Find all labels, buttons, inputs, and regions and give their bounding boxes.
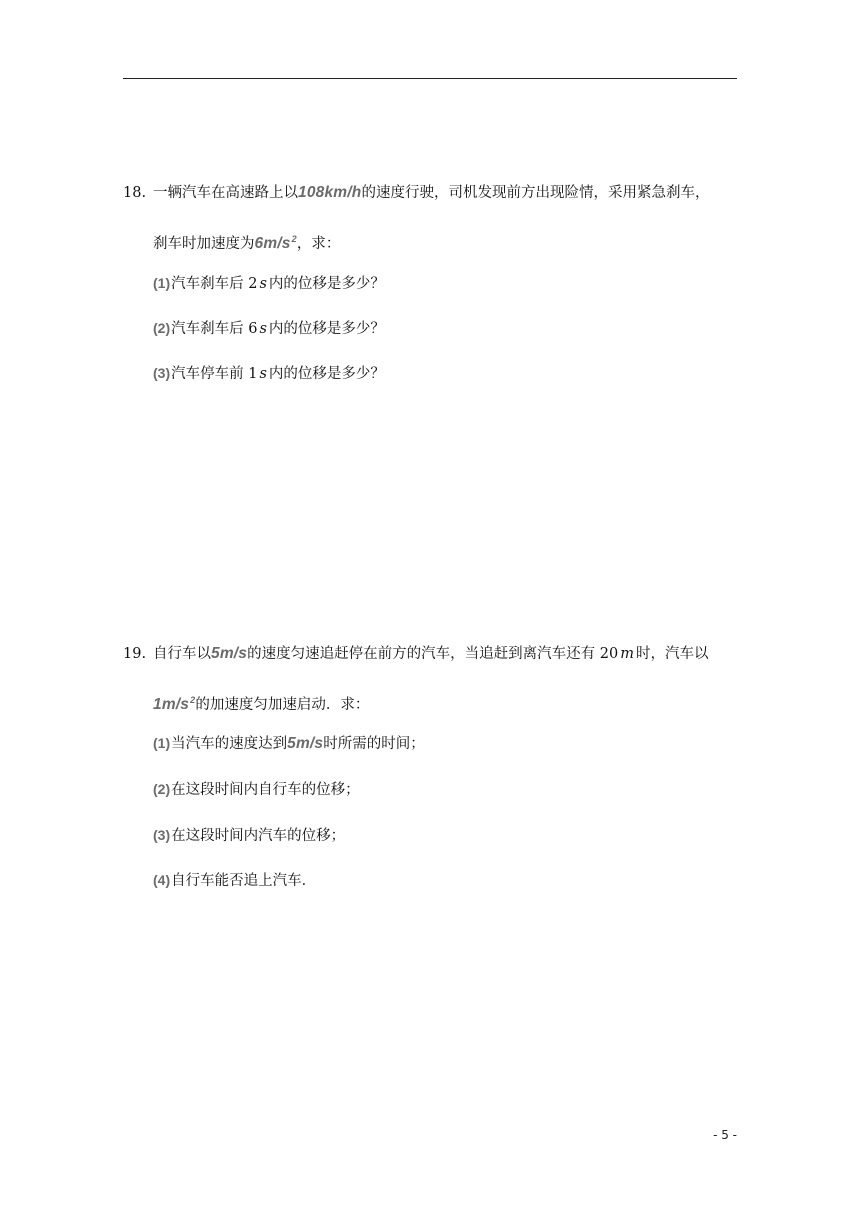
q19-sub1: (1) 当汽车的速度达到 5m/s 时所需的时间； [153,735,425,752]
q19-sub4: (4) 自行车能否追上汽车． [153,872,317,889]
header-rule [123,78,737,79]
q18-sub1-label: (1) [153,275,171,291]
q18-sub3: (3) 汽车停车前 1 s 内的位移是多少？ [153,365,385,382]
q18-text-c: 刹车时加速度为 [153,236,255,252]
q19-dist-unit: m [620,646,634,662]
q19-sub1-label: (1) [153,735,171,751]
q18-line1 [123,183,709,203]
q19-number: 19. [123,646,147,662]
q18-accel-formula: $6m/s^2$ [254,234,297,252]
q19-text-b: 的速度匀速追赶停在前方的汽车，当追赶到离汽车还有 20 [247,646,619,662]
q19-text-c: 时，汽车以 [635,646,709,662]
q19-sub2: (2) 在这段时间内自行车的位移； [153,781,360,798]
q18-sub3-label: (3) [153,365,171,381]
q19-sub1-speed-formula: 5m/s [287,735,324,752]
q18-speed-formula: 108km/h [298,184,362,201]
page-number: - 5 - [713,1128,737,1142]
q19-accel-formula: $1m/s^2$ [153,695,196,713]
q19-sub4-label: (4) [153,872,171,888]
q18-text-a: 一辆汽车在高速路上以 [153,185,298,201]
q18-sub1: (1) 汽车刹车后 2 s 内的位移是多少？ [153,275,385,292]
q19-sub3-label: (3) [153,827,171,843]
q18-sub2-label: (2) [153,320,171,336]
q18-text-d: ，求： [296,236,341,252]
q18-number: 18. [123,185,147,201]
q19-line1 [123,644,708,664]
q18-sub2: (2) 汽车刹车后 6 s 内的位移是多少？ [153,320,385,337]
q19-speed-formula: 5m/s [211,645,248,662]
q18-text-b: 的速度行驶，司机发现前方出现险情，采用紧急刹车， [361,185,710,201]
q19-sub2-label: (2) [153,781,171,797]
q18-line2 [153,229,340,254]
q19-line2 [153,690,369,715]
q19-text-a: 自行车以 [153,646,211,662]
q19-text-d: 的加速度匀加速启动．求： [195,697,370,713]
q19-sub3: (3) 在这段时间内汽车的位移； [153,827,346,844]
